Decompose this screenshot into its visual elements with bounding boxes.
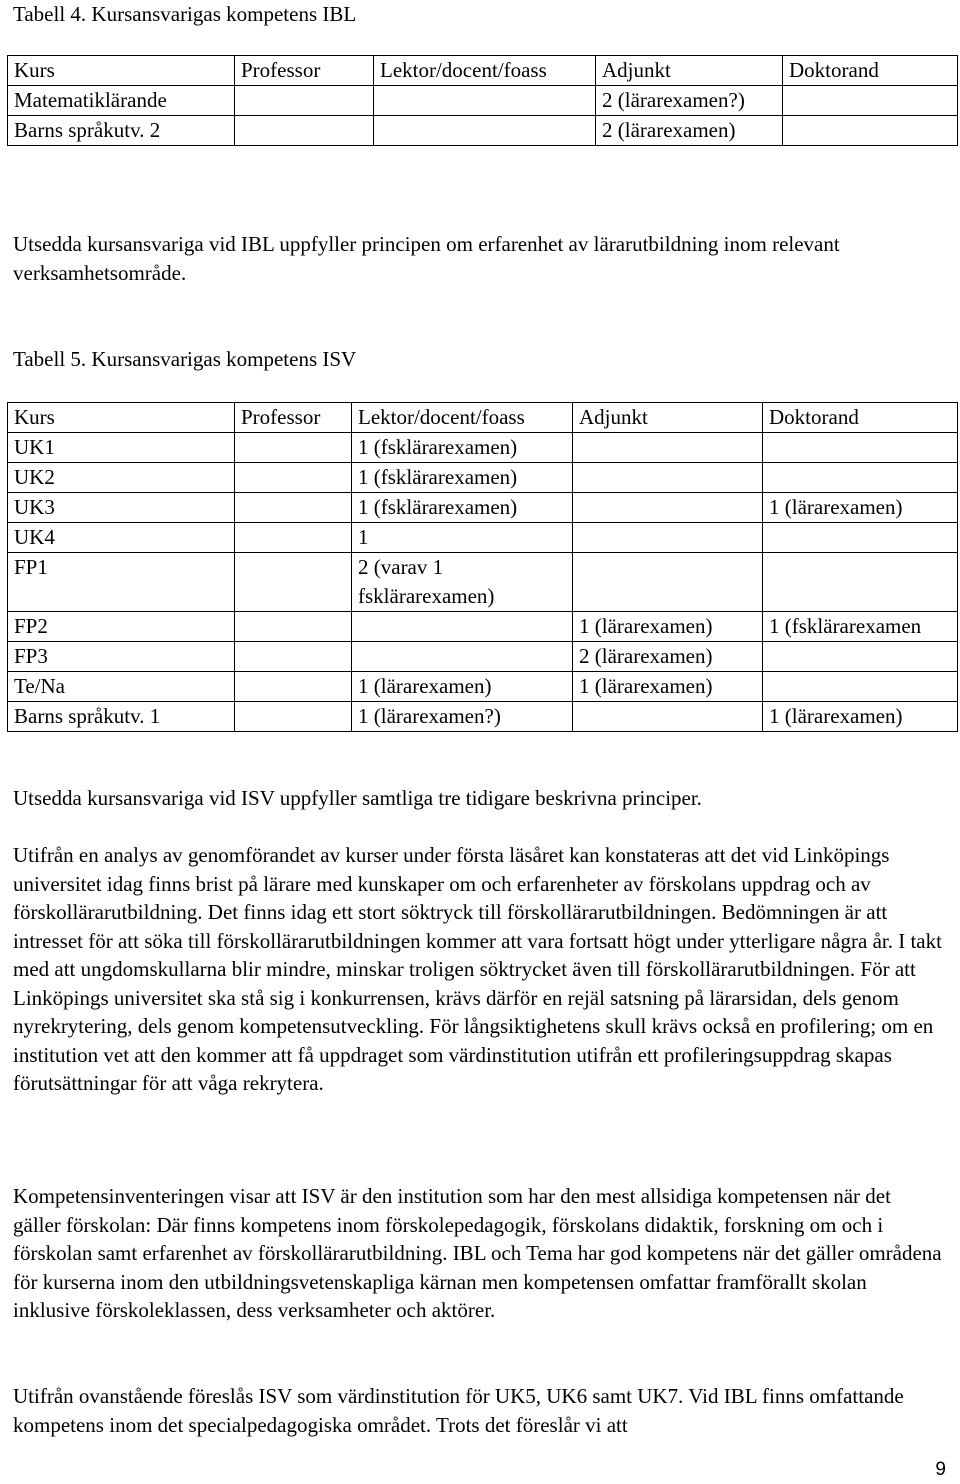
table-cell: 1 (lärarexamen?) (352, 702, 573, 732)
table-cell (235, 612, 352, 642)
table-cell (235, 642, 352, 672)
table-header-cell: Lektor/docent/foass (352, 403, 573, 433)
table-cell (573, 702, 763, 732)
table-cell (352, 612, 573, 642)
table-cell: FP1 (8, 553, 235, 612)
table4 (7, 55, 958, 146)
table-cell: 1 (fsklärarexamen) (352, 463, 573, 493)
table-cell: Barns språkutv. 1 (8, 702, 235, 732)
table-cell (573, 493, 763, 523)
table-cell: FP2 (8, 612, 235, 642)
table-row (8, 612, 958, 642)
table-header-row (8, 56, 958, 86)
paragraph-1: Utifrån en analys av genomförandet av kurser under första läsåret kan konstateras att det vid Linköpings universitet idag finns brist på lärare med kunskaper om och erfarenheter av förskolans uppdrag och av förskollärarutbildning. Det finns idag ett stort söktryck till förskollärarutbildningen. Bedömningen är att intresset för att söka till förskollärarutbildningen kommer att vara fortsatt högt under ytterligare några år. I takt med att ungdomskullarna blir mindre, minskar troligen söktrycket även till förskollärarutbildningen. För att Linköpings universitet ska stå sig i konkurrensen, krävs därför en rejäl satsning på lärarsidan, dels genom nyrekrytering, dels genom kompetensutveckling. För långsiktighetens skull krävs också en profilering; om en institution vet att den kommer att få uppdraget som värdinstitution utifrån ett profileringsuppdrag skapas förutsättningar för att våga rekrytera. (13, 843, 942, 1095)
table-cell (573, 553, 763, 612)
table-cell (352, 642, 573, 672)
table-row (8, 86, 958, 116)
table-cell (573, 433, 763, 463)
table-cell: UK4 (8, 523, 235, 553)
table-cell: Matematiklärande (8, 86, 235, 116)
table-cell (235, 493, 352, 523)
table-cell: 2 (lärarexamen) (596, 116, 783, 146)
table-cell (235, 116, 374, 146)
table-row (8, 493, 958, 523)
paragraph-3: Utifrån ovanstående föreslås ISV som värdinstitution för UK5, UK6 samt UK7. Vid IBL finns omfattande kompetens inom det specialpedagogiska området. Trots det föreslår vi att (13, 1384, 904, 1437)
table-row (8, 672, 958, 702)
table-header-cell: Professor (235, 403, 352, 433)
table-row (8, 553, 958, 612)
table-cell (235, 523, 352, 553)
table-cell (573, 463, 763, 493)
table-cell (783, 116, 958, 146)
table-cell: UK2 (8, 463, 235, 493)
table-cell (235, 702, 352, 732)
table-cell: 1 (lärarexamen) (573, 612, 763, 642)
table-row (8, 523, 958, 553)
table-row (8, 433, 958, 463)
page-number: 9 (935, 1459, 946, 1480)
table-cell (235, 553, 352, 612)
table-header-cell: Doktorand (763, 403, 958, 433)
table-cell (374, 86, 596, 116)
table4-note: Utsedda kursansvariga vid IBL uppfyller principen om erfarenhet av lärarutbildning inom relevant verksamhetsområde. (13, 232, 840, 285)
table-cell: 1 (fsklärarexamen) (352, 493, 573, 523)
table-row (8, 642, 958, 672)
table-cell: 2 (varav 1 fsklärarexamen) (352, 553, 573, 612)
paragraph-2: Kompetensinventeringen visar att ISV är den institution som har den mest allsidiga kompetensen när det gäller förskolan: Där finns kompetens inom förskolepedagogik, förskolans didaktik, forskning om och i förskolan samt erfarenhet av förskollärarutbildning. IBL och Tema har god kompetens när det gäller områdena för kurserna inom den utbildningsvetenskapliga kärnan men kompetensen omfattar framförallt skolan inklusive förskoleklassen, dess verksamheter och aktörer. (13, 1184, 942, 1322)
table-cell (763, 642, 958, 672)
table-cell (763, 553, 958, 612)
table-cell (235, 463, 352, 493)
table-cell (573, 523, 763, 553)
table-cell: 1 (fsklärarexamen) (352, 433, 573, 463)
table-header-cell: Adjunkt (573, 403, 763, 433)
table-cell (763, 523, 958, 553)
table-row (8, 116, 958, 146)
table-cell: Barns språkutv. 2 (8, 116, 235, 146)
table-cell: 2 (lärarexamen?) (596, 86, 783, 116)
table-row (8, 702, 958, 732)
table-cell: 1 (lärarexamen) (763, 493, 958, 523)
table-cell: 1 (lärarexamen) (763, 702, 958, 732)
table-cell: 1 (lärarexamen) (352, 672, 573, 702)
table-cell (374, 116, 596, 146)
table-cell (783, 86, 958, 116)
table-header-cell: Professor (235, 56, 374, 86)
table-cell: FP3 (8, 642, 235, 672)
table5-note: Utsedda kursansvariga vid ISV uppfyller samtliga tre tidigare beskrivna principer. (13, 786, 702, 810)
table-cell: Te/Na (8, 672, 235, 702)
table-header-cell: Kurs (8, 403, 235, 433)
table-cell: 1 (352, 523, 573, 553)
table5-caption: Tabell 5. Kursansvarigas kompetens ISV (13, 347, 357, 371)
table-row (8, 463, 958, 493)
table5 (7, 402, 958, 732)
table-header-cell: Kurs (8, 56, 235, 86)
table-cell (235, 672, 352, 702)
table-cell (235, 86, 374, 116)
table-header-cell: Lektor/docent/foass (374, 56, 596, 86)
table-cell (763, 672, 958, 702)
table-cell: 2 (lärarexamen) (573, 642, 763, 672)
table-cell: 1 (fsklärarexamen (763, 612, 958, 642)
table-cell: UK1 (8, 433, 235, 463)
table-cell: UK3 (8, 493, 235, 523)
table4-caption: Tabell 4. Kursansvarigas kompetens IBL (13, 2, 357, 26)
table-cell: 1 (lärarexamen) (573, 672, 763, 702)
table-cell (763, 433, 958, 463)
table-header-row (8, 403, 958, 433)
table-header-cell: Doktorand (783, 56, 958, 86)
table-header-cell: Adjunkt (596, 56, 783, 86)
table-cell (235, 433, 352, 463)
table-cell (763, 463, 958, 493)
